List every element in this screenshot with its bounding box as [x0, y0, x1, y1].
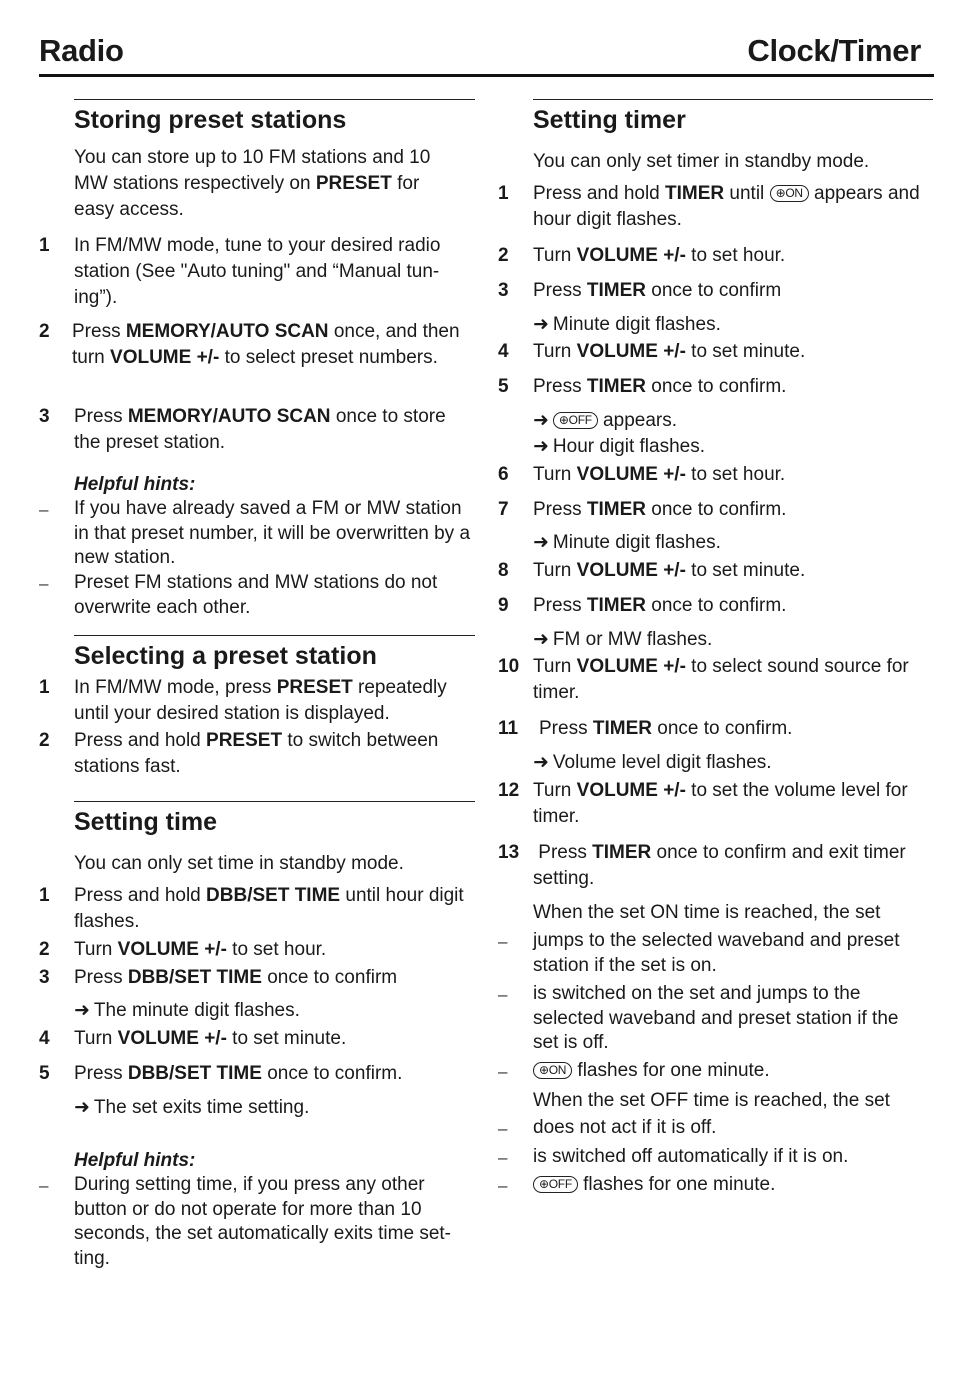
step-text: Press TIMER once to confirm and exit timer setting. [533, 842, 906, 889]
on-time-intro: When the set ON time is reached, the set [533, 902, 881, 923]
page-section-title-clock-timer: Clock/Timer [747, 33, 921, 68]
step-number: 1 [498, 183, 509, 204]
list-dash: – [498, 1062, 508, 1081]
timer-off-icon: ⊕OFF [533, 1176, 578, 1193]
step-text: Press MEMORY/AUTO SCAN once to store the preset station. [74, 406, 446, 453]
step-result: ➜ ⊕OFF appears. [533, 410, 678, 431]
step-number: 6 [498, 464, 509, 485]
step-number: 1 [39, 677, 50, 698]
step-text: Press TIMER once to confirm. [533, 595, 787, 616]
section-title: Setting time [74, 808, 218, 836]
list-item: does not act if it is off. [533, 1117, 717, 1138]
step-text: Turn VOLUME +/- to set the volume level for timer. [533, 780, 908, 827]
hint-text: If you have already saved a FM or MW station in that preset number, it will be overwritten by a new station. [74, 498, 471, 568]
off-time-intro: When the set OFF time is reached, the set [533, 1090, 890, 1111]
section-title: Setting timer [533, 106, 686, 134]
list-item: ⊕OFF flashes for one minute. [533, 1173, 775, 1198]
step-number: 1 [39, 885, 50, 906]
hints-title: Helpful hints: [74, 1150, 196, 1171]
step-text: Turn VOLUME +/- to set hour. [533, 464, 786, 485]
list-item: is switched on the set and jumps to the selected waveband and preset station if the set is off. [533, 983, 899, 1053]
step-text: Turn VOLUME +/- to set hour. [74, 939, 327, 960]
step-text: Press DBB/SET TIME once to confirm [74, 967, 398, 988]
step-result: ➜ Minute digit flashes. [533, 532, 721, 553]
list-dash: – [498, 1119, 508, 1138]
section-title: Storing preset stations [74, 106, 347, 134]
section-title: Selecting a preset station [74, 642, 377, 670]
timer-on-icon: ⊕ON [770, 185, 809, 202]
step-number: 4 [39, 1028, 50, 1049]
step-number: 5 [498, 376, 509, 397]
step-number: 4 [498, 341, 509, 362]
step-text: Turn VOLUME +/- to select sound source for timer. [533, 656, 909, 703]
list-dash: – [498, 985, 508, 1004]
step-number: 2 [39, 939, 50, 960]
hint-dash: – [39, 1176, 49, 1195]
step-number: 9 [498, 595, 509, 616]
step-text: Turn VOLUME +/- to set minute. [533, 560, 806, 581]
step-number: 3 [498, 280, 509, 301]
intro-text: You can store up to 10 FM stations and 10 MW stations respectively on PRESET for easy access. [74, 147, 431, 220]
step-number: 5 [39, 1063, 50, 1084]
step-text: Press TIMER once to confirm. [533, 376, 787, 397]
step-number: 11 [498, 718, 519, 739]
hint-text: Preset FM stations and MW stations do not overwrite each other. [74, 572, 438, 618]
step-result: ➜ The minute digit flashes. [74, 1000, 300, 1021]
intro-text: You can only set time in standby mode. [74, 853, 404, 874]
step-text: Press and hold PRESET to switch between stations fast. [74, 730, 439, 777]
hint-text: During setting time, if you press any other button or do not operate for more than 10 seconds, the set automatically exits time set-ting. [74, 1174, 451, 1269]
section-divider [74, 635, 475, 636]
step-text: Turn VOLUME +/- to set hour. [533, 245, 786, 266]
section-divider [74, 99, 475, 100]
step-text: Turn VOLUME +/- to set minute. [533, 341, 806, 362]
step-text: In FM/MW mode, tune to your desired radio station (See "Auto tuning" and “Manual tun-ing”). [74, 235, 441, 308]
step-number: 1 [39, 235, 50, 256]
step-text: Turn VOLUME +/- to set minute. [74, 1028, 347, 1049]
page-section-title-radio: Radio [39, 33, 124, 68]
list-item: ⊕ON flashes for one minute. [533, 1059, 770, 1084]
step-result: ➜ Volume level digit flashes. [533, 752, 772, 773]
step-number: 13 [498, 842, 520, 863]
step-text: Press and hold DBB/SET TIME until hour digit flashes. [74, 885, 464, 932]
step-number: 3 [39, 406, 50, 427]
step-number: 7 [498, 499, 509, 520]
step-text: Press and hold TIMER until ⊕ON appears and hour digit flashes. [533, 183, 920, 230]
step-text: Press MEMORY/AUTO SCAN once, and then turn VOLUME +/- to select preset numbers. [72, 321, 460, 368]
hints-title: Helpful hints: [74, 474, 196, 495]
step-result: ➜ The set exits time setting. [74, 1097, 310, 1118]
step-number: 2 [39, 321, 50, 342]
step-text: Press DBB/SET TIME once to confirm. [74, 1063, 403, 1084]
list-item: jumps to the selected waveband and preset station if the set is on. [533, 930, 900, 976]
step-number: 12 [498, 780, 520, 801]
header-divider [39, 74, 934, 77]
step-text: Press TIMER once to confirm. [533, 499, 787, 520]
step-number: 8 [498, 560, 509, 581]
step-number: 2 [498, 245, 509, 266]
intro-text: You can only set timer in standby mode. [533, 151, 870, 172]
list-dash: – [498, 1176, 508, 1195]
list-dash: – [498, 932, 508, 951]
step-text: Press TIMER once to confirm [533, 280, 782, 301]
section-divider [74, 801, 475, 802]
step-number: 2 [39, 730, 50, 751]
step-number: 10 [498, 656, 520, 677]
step-result: ➜ Minute digit flashes. [533, 314, 721, 335]
section-divider [533, 99, 933, 100]
timer-off-icon: ⊕OFF [553, 412, 598, 429]
step-number: 3 [39, 967, 50, 988]
step-result: ➜ Hour digit flashes. [533, 436, 705, 457]
hint-dash: – [39, 500, 49, 519]
list-item: is switched off automatically if it is on. [533, 1146, 849, 1167]
hint-dash: – [39, 574, 49, 593]
step-text: In FM/MW mode, press PRESET repeatedly until your desired station is displayed. [74, 677, 447, 724]
timer-on-icon: ⊕ON [533, 1062, 572, 1079]
step-text: Press TIMER once to confirm. [539, 718, 793, 739]
list-dash: – [498, 1148, 508, 1167]
step-result: ➜ FM or MW flashes. [533, 629, 713, 650]
